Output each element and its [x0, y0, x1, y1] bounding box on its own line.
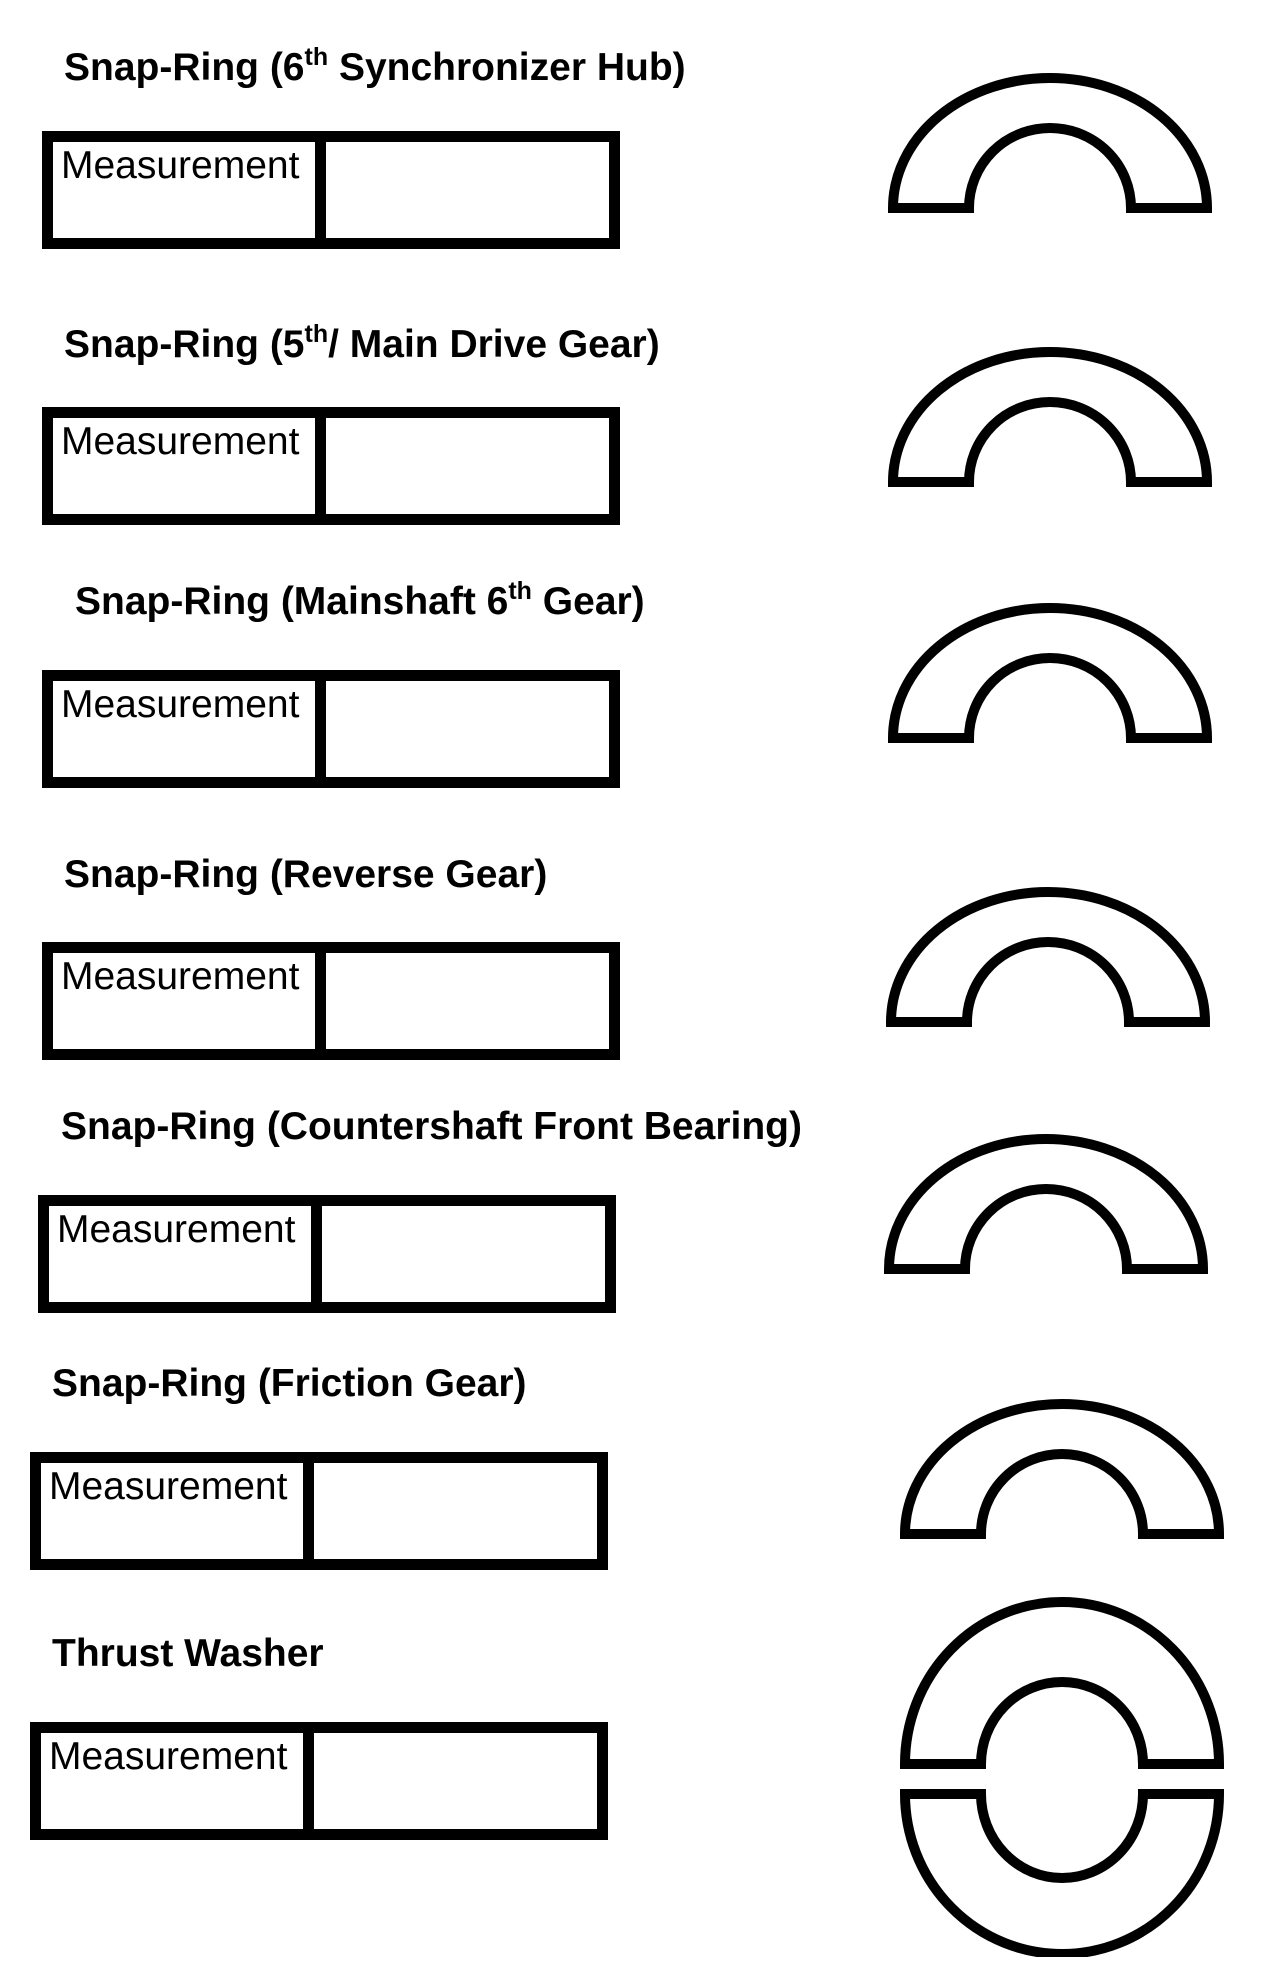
part-title: Snap-Ring (6th Synchronizer Hub)	[64, 43, 686, 89]
measurement-box	[30, 1452, 608, 1570]
measurement-label: Measurement	[41, 1463, 314, 1559]
measurement-label: Measurement	[49, 1206, 322, 1302]
half-ring-icon	[885, 38, 1215, 216]
measurement-box	[42, 407, 620, 525]
measurement-label: Measurement	[53, 142, 326, 238]
measurement-value-field[interactable]	[322, 1206, 605, 1302]
measurement-value-field[interactable]	[326, 418, 609, 514]
half-ring-icon	[885, 312, 1215, 490]
measurement-label: Measurement	[41, 1733, 314, 1829]
half-ring-icon	[897, 1364, 1227, 1542]
measurement-box	[42, 670, 620, 788]
measurement-label: Measurement	[53, 953, 326, 1049]
half-ring-icon	[881, 1099, 1211, 1277]
measurement-value-field[interactable]	[314, 1733, 597, 1829]
measurement-value-field[interactable]	[326, 953, 609, 1049]
part-title: Snap-Ring (5th/ Main Drive Gear)	[64, 320, 660, 366]
measurement-value-field[interactable]	[314, 1463, 597, 1559]
part-title: Snap-Ring (Friction Gear)	[52, 1362, 527, 1405]
measurement-value-field[interactable]	[326, 142, 609, 238]
measurement-box	[42, 131, 620, 249]
measurement-value-field[interactable]	[326, 681, 609, 777]
split-washer-icon	[897, 1592, 1227, 1957]
measurement-box	[30, 1722, 608, 1840]
half-ring-icon	[883, 852, 1213, 1030]
measurement-box	[38, 1195, 616, 1313]
part-title: Snap-Ring (Countershaft Front Bearing)	[61, 1105, 802, 1148]
measurement-label: Measurement	[53, 418, 326, 514]
measurement-label: Measurement	[53, 681, 326, 777]
part-title: Snap-Ring (Mainshaft 6th Gear)	[75, 577, 645, 623]
part-title: Snap-Ring (Reverse Gear)	[64, 853, 548, 896]
measurement-box	[42, 942, 620, 1060]
part-title: Thrust Washer	[52, 1632, 324, 1675]
half-ring-icon	[885, 568, 1215, 746]
